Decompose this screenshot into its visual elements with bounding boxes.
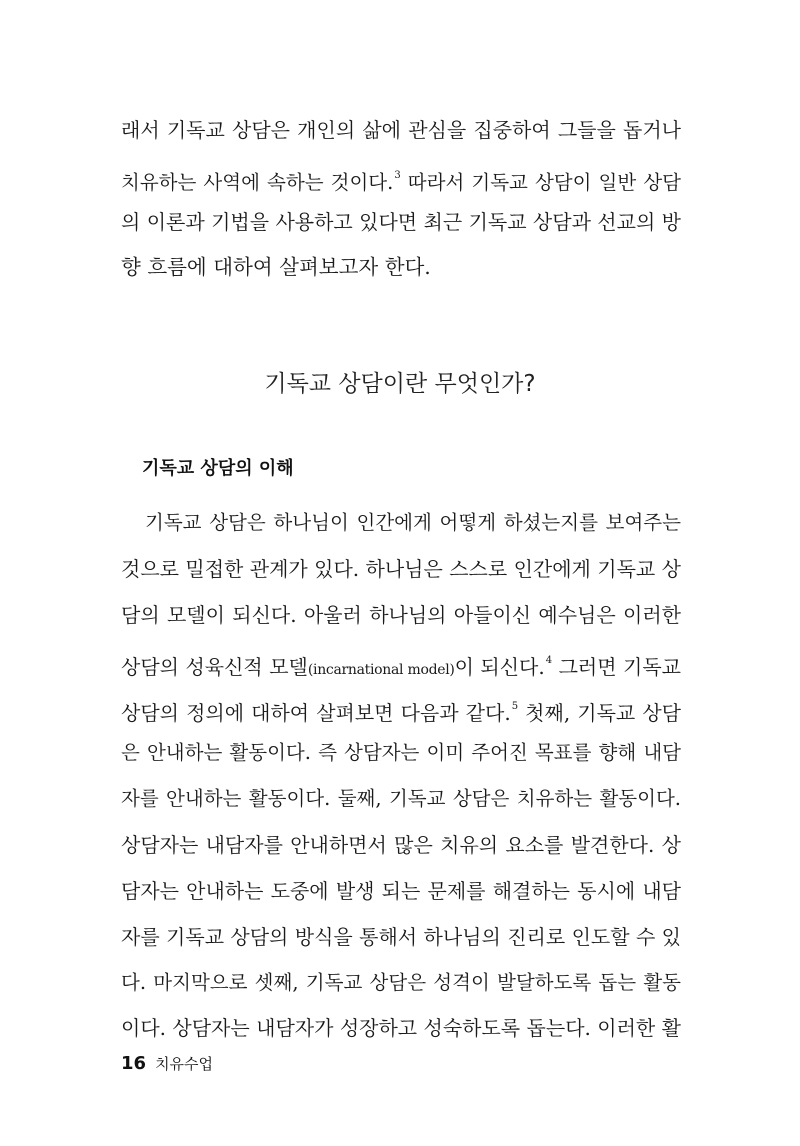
body-line-6	[121, 738, 681, 768]
text: 담자는 안내하는 도중에 발생 되는 문제를 해결하는 동시에 내담	[121, 879, 681, 903]
text: 자를 안내하는 활동이다. 둘째, 기독교 상담은 치유하는 활동이다.	[121, 787, 681, 810]
text: 향 흐름에 대하여 살펴보고자 한다.	[121, 255, 431, 279]
body-line-3	[121, 600, 681, 630]
text: 상담의 성육신적 모델	[121, 655, 308, 679]
intro-line-2	[121, 161, 681, 198]
text: 상담자는 내담자를 안내하면서 많은 치유의 요소를 발견한다. 상	[121, 833, 681, 857]
body-line-2	[121, 554, 681, 584]
body-line-11	[121, 968, 681, 998]
body-line-12	[121, 1013, 681, 1043]
text: 담의 모델이 되신다. 아울러 하나님의 아들이신 예수님은 이러한	[121, 603, 681, 627]
text: 것으로 밀접한 관계가 있다. 하나님은 스스로 인간에게 기독교 상	[121, 557, 681, 581]
english-term: (incarnational model)	[307, 662, 455, 678]
footnote-ref-4[interactable]: 4	[545, 655, 553, 666]
text: 래서 기독교 상담은 개인의 삶에 관심을 집중하여 그들을 돕거나	[121, 118, 681, 142]
text: 이 되신다.	[454, 655, 545, 679]
text: 따라서 기독교 상담이 일반 상담	[400, 171, 681, 194]
text: 치유하는 사역에 속하는 것이다.	[121, 171, 394, 194]
running-title: 치유수업	[155, 1055, 214, 1073]
text: 이다. 상담자는 내담자가 성장하고 성숙하도록 돕는다. 이러한 활	[121, 1016, 681, 1040]
text: 의 이론과 기법을 사용하고 있다면 최근 기독교 상담과 선교의 방	[121, 210, 681, 234]
body-line-9	[121, 876, 681, 906]
page-number: 16	[121, 1053, 147, 1074]
intro-line-3	[121, 207, 681, 237]
body-line-7	[121, 784, 681, 814]
section-title: 기독교 상담이란 무엇인가?	[264, 371, 536, 397]
body-line-1	[145, 508, 681, 538]
text: 그러면 기독교	[552, 655, 681, 679]
body-line-5	[121, 692, 681, 728]
footnote-ref-3[interactable]: 3	[394, 170, 401, 181]
text: 은 안내하는 활동이다. 즉 상담자는 이미 주어진 목표를 향해 내담	[121, 741, 681, 764]
body-line-4	[121, 646, 681, 685]
text: 다. 마지막으로 셋째, 기독교 상담은 성격이 발달하도록 돕는 활동	[121, 971, 681, 994]
text: 상담의 정의에 대하여 살펴보면 다음과 같다.	[121, 701, 511, 725]
text: 기독교 상담은 하나님이 인간에게 어떻게 하셨는지를 보여주는	[145, 511, 681, 534]
body-line-10	[121, 922, 681, 952]
footnote-ref-5[interactable]: 5	[511, 701, 519, 712]
intro-line-1	[121, 115, 681, 145]
page-footer	[121, 1052, 213, 1076]
subsection-heading: 기독교 상담의 이해	[142, 458, 294, 479]
text: 자를 기독교 상담의 방식을 통해서 하나님의 진리로 인도할 수 있	[121, 925, 681, 949]
text: 첫째, 기독교 상담	[518, 701, 681, 725]
intro-line-4	[121, 252, 681, 282]
body-line-8	[121, 830, 681, 860]
